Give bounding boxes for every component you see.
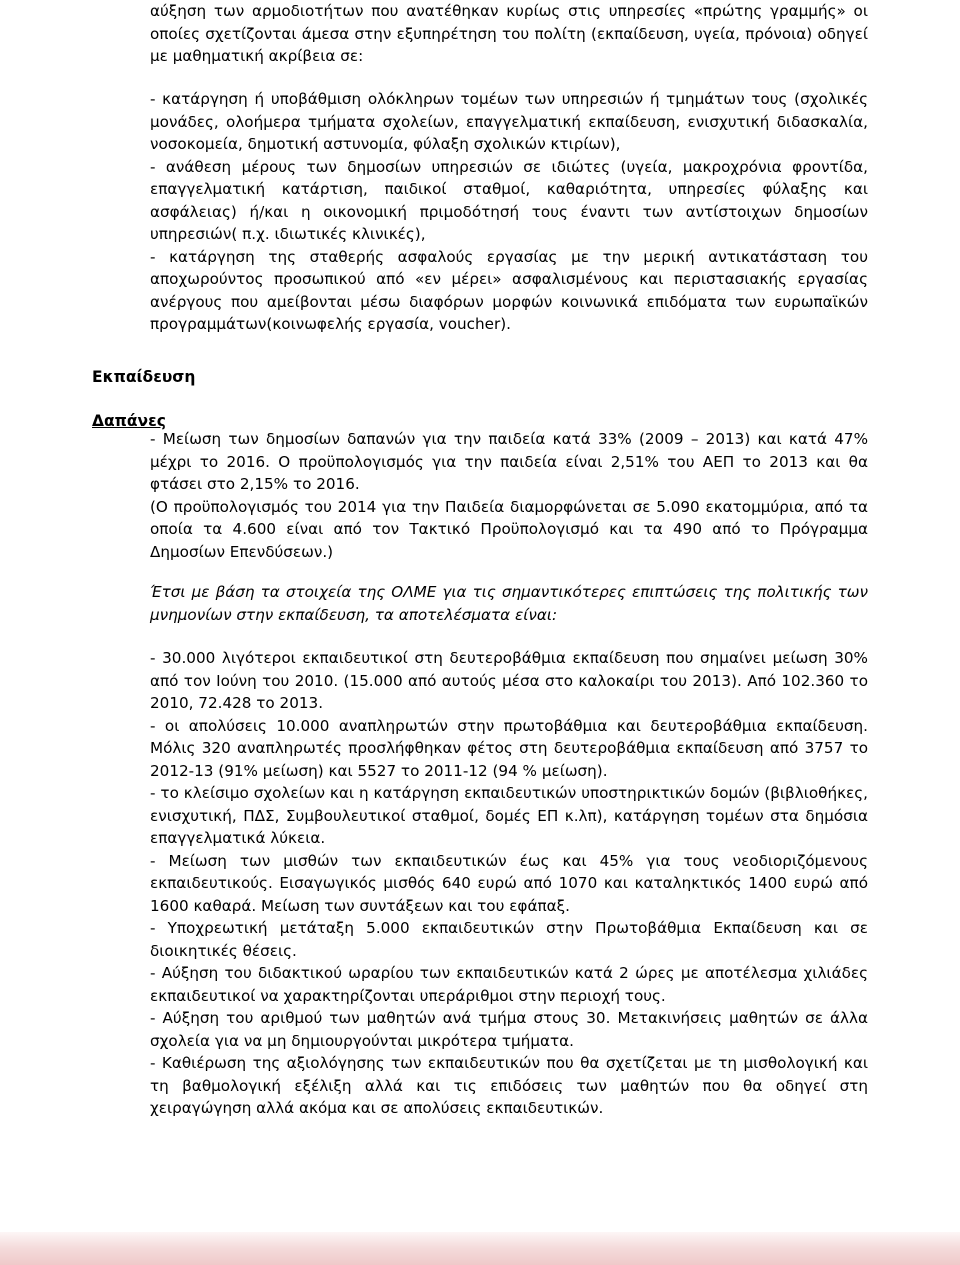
- spending-block: [150, 428, 868, 563]
- paragraph: αύξηση των αρμοδιοτήτων που ανατέθηκαν κυρίως στις υπηρεσίες «πρώτης γραμμής» οι οποίες σχετίζονται άμεσα στην εξυπηρέτηση του πολίτη (εκπαίδευση, υγεία, πρόνοια) οδηγεί με μαθηματική ακρίβεια σε:: [150, 2, 868, 65]
- list-item: - Καθιέρωση της αξιολόγησης των εκπαιδευτικών που θα σχετίζεται με τη μισθολογική και τη βαθμολογική εξέλιξη αλλά και τις επιδόσεις των μαθητών που θα οδηγεί στη χειραγώγηση αλλά ακόμα και σε απολύσεις εκπαιδευτικών.: [150, 1054, 868, 1117]
- paragraph: - Μείωση των δημοσίων δαπανών για την παιδεία κατά 33% (2009 – 2013) και κατά 47% μέχρι το 2016. Ο προϋπολογισμός για την παιδεία είναι 2,51% του ΑΕΠ το 2013 και θα φτάσει στο 2,15% το 2016.: [150, 430, 868, 493]
- list-item: - Υποχρεωτική μετάταξη 5.000 εκπαιδευτικών στην Πρωτοβάθμια Εκπαίδευση και σε διοικητικές θέσεις.: [150, 919, 868, 960]
- measures-block: [150, 88, 868, 336]
- paragraph: Έτσι με βάση τα στοιχεία της ΟΛΜΕ για τις σημαντικότερες επιπτώσεις της πολιτικής των μνημονίων στην εκπαίδευση, τα αποτελέσματα είναι:: [150, 583, 868, 624]
- list-item: - το κλείσιμο σχολείων και η κατάργηση εκπαιδευτικών υποστηρικτικών δομών (βιβλιοθήκες, ενισχυτική, ΠΔΣ, Συμβουλευτικοί σταθμοί, δομές ΕΠ κ.λπ), κατάργηση τομέων στα δημόσια επαγγελματικά λύκεια.: [150, 784, 868, 847]
- list-item: - Αύξηση του αριθμού των μαθητών ανά τμήμα στους 30. Μετακινήσεις μαθητών σε άλλα σχολεία για να μη δημιουργούνται μικρότερα τμήματα.: [150, 1009, 868, 1050]
- list-item: - ανάθεση μέρους των δημοσίων υπηρεσιών σε ιδιώτες (υγεία, μακροχρόνια φροντίδα, επαγγελματική κατάρτιση, παιδικοί σταθμοί, καθαριότητα, υπηρεσίες φύλαξης και ασφάλειας) ή/και η οικονομική πριμοδότησή τους έναντι των αντίστοιχων δημοσίων υπηρεσιών( π.χ. ιδιωτικές κλινικές),: [150, 157, 868, 243]
- subsection-heading: Δαπάνες: [92, 412, 166, 430]
- paragraph: (Ο προϋπολογισμός του 2014 για την Παιδεία διαμορφώνεται σε 5.090 εκατομμύρια, από τα οποία τα 4.600 είναι από τον Τακτικό Προϋπολογισμό και τα 490 από το Πρόγραμμα Δημοσίων Επενδύσεων.): [150, 497, 868, 561]
- intro-block: [150, 0, 868, 68]
- list-item: - Μείωση των μισθών των εκπαιδευτικών έως και 45% για τους νεοδιοριζόμενους εκπαιδευτικούς. Εισαγωγικός μισθός 640 ευρώ από 1070 και καταληκτικός 1400 ευρώ από 1600 καθαρά. Μείωση των συντάξεων και του εφάπαξ.: [150, 851, 868, 915]
- section-heading: Εκπαίδευση: [92, 368, 196, 386]
- olme-intro: [150, 581, 868, 626]
- impacts-block: [150, 647, 868, 1120]
- footer-band: [0, 1232, 960, 1265]
- list-item: - 30.000 λιγότεροι εκπαιδευτικοί στη δευτεροβάθμια εκπαίδευση που σημαίνει μείωση 30% από τον Ιούνη του 2010. (15.000 από αυτούς μέσα στο καλοκαίρι του 2013). Από 102.360 το 2010, 72.428 το 2013.: [150, 649, 868, 712]
- list-item: - κατάργηση της σταθερής ασφαλούς εργασίας με την μερική αντικατάσταση του αποχωρούντος προσωπικού από «εν μέρει» ασφαλισμένους και περιστασιακής εργασίας ανέργους που αμείβονται μέσω διαφόρων μορφών κοινωνικά επιδόματα των ευρωπαϊκών προγραμμάτων(κοινωφελής εργασία, voucher).: [150, 247, 868, 333]
- list-item: - Αύξηση του διδακτικού ωραρίου των εκπαιδευτικών κατά 2 ώρες με αποτέλεσμα χιλιάδες εκπαιδευτικοί να χαρακτηρίζονται υπεράριθμοι στην περιοχή τους.: [150, 964, 868, 1005]
- list-item: - κατάργηση ή υποβάθμιση ολόκληρων τομέων των υπηρεσιών ή τμημάτων τους (σχολικές μονάδες, ολοήμερα τμήματα σχολείων, επαγγελματική εκπαίδευση, ενισχυτική διδασκαλία, νοσοκομεία, δημοτική αστυνομία, φύλαξη σχολικών κτιρίων),: [150, 90, 868, 153]
- list-item: - οι απολύσεις 10.000 αναπληρωτών στην πρωτοβάθμια και δευτεροβάθμια εκπαίδευση. Μόλις 320 αναπληρωτές προσλήφθηκαν φέτος στη δευτεροβάθμια εκπαίδευση από 3757 το 2012-13 (91% μείωση) και 5527 το 2011-12 (94 % μείωση).: [150, 716, 868, 780]
